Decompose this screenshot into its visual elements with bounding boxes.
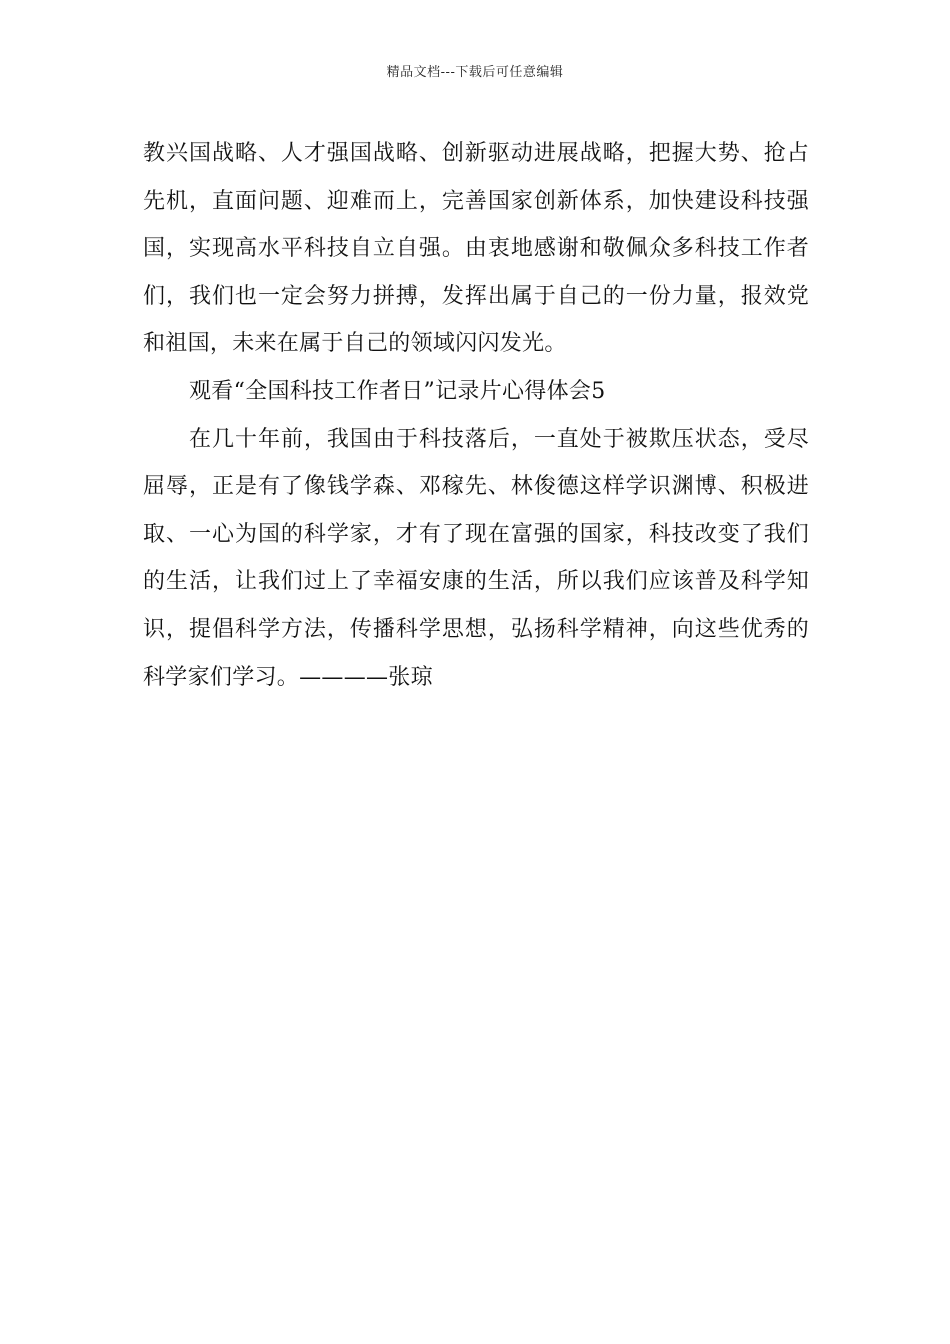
paragraph-continuation: 教兴国战略、人才强国战略、创新驱动进展战略，把握大势、抢占先机，直面问题、迎难而上，完善国家创新体系，加快建设科技强国，实现高水平科技自立自强。由衷地感谢和敬佩众多科技工作者们，我们也一定会努力拼搏，发挥出属于自己的一份力量，报效党和祖国，未来在属于自己的领域闪闪发光。: [143, 141, 809, 357]
document-body: [143, 130, 809, 701]
paragraph-body: 在几十年前，我国由于科技落后，一直处于被欺压状态，受尽屈辱，正是有了像钱学森、邓稼先、林俊德这样学识渊博、积极进取、一心为国的科学家，才有了现在富强的国家，科技改变了我们的生活，让我们过上了幸福安康的生活，所以我们应该普及科学知识，提倡科学方法，传播科学思想，弘扬科学精神，向这些优秀的科学家们学习。————张琼: [143, 426, 809, 690]
section-heading: 观看“全国科技工作者日”记录片心得体会5: [189, 378, 606, 404]
page-header: 精品文档---下载后可任意编辑: [386, 65, 564, 80]
